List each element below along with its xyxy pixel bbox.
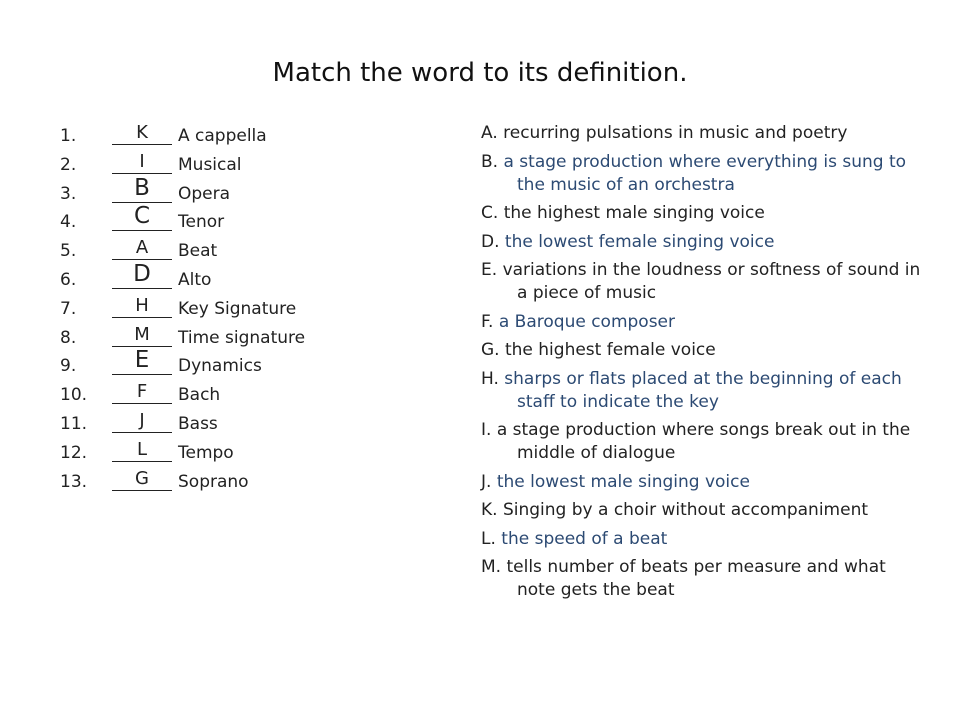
item-number: 7. bbox=[60, 298, 77, 319]
answer-letter: A bbox=[135, 237, 149, 259]
match-word: Alto bbox=[178, 269, 212, 290]
match-row bbox=[60, 295, 460, 324]
item-number: 12. bbox=[60, 442, 88, 463]
match-row bbox=[60, 347, 460, 381]
definition-text: variations in the loudness or softness of sound in a piece of music bbox=[502, 260, 921, 303]
definition-letter: F. bbox=[481, 311, 494, 332]
definition-text: the lowest female singing voice bbox=[504, 231, 775, 252]
item-number: 13. bbox=[60, 471, 88, 492]
definition-item bbox=[481, 499, 921, 522]
definition-text: Singing by a choir without accompaniment bbox=[502, 500, 869, 520]
item-number: 10. bbox=[60, 385, 88, 406]
match-row bbox=[60, 381, 460, 410]
definition-text: the lowest male singing voice bbox=[496, 471, 750, 492]
definition-letter: J. bbox=[481, 471, 492, 492]
match-word: Key Signature bbox=[178, 298, 297, 319]
item-number: 5. bbox=[60, 241, 77, 262]
item-number: 3. bbox=[60, 183, 77, 204]
definition-text: a stage production where everything is sung to the music of an orchestra bbox=[503, 151, 907, 195]
answer-letter: J bbox=[139, 409, 145, 431]
definition-letter: H. bbox=[481, 368, 499, 389]
item-number: 6. bbox=[60, 269, 77, 290]
definition-letter: C. bbox=[481, 203, 499, 223]
answer-letter: M bbox=[134, 323, 150, 345]
definition-text: the speed of a beat bbox=[501, 528, 668, 549]
match-word: Dynamics bbox=[178, 356, 262, 377]
definition-text: recurring pulsations in music and poetry bbox=[503, 123, 848, 143]
answer-letter: I bbox=[139, 150, 145, 172]
definition-item bbox=[481, 339, 921, 362]
match-row bbox=[60, 203, 460, 237]
match-word: Tempo bbox=[178, 442, 234, 463]
match-word: Beat bbox=[178, 241, 218, 262]
match-word: A cappella bbox=[178, 126, 267, 146]
definition-text: the highest male singing voice bbox=[503, 203, 765, 223]
match-word: Soprano bbox=[178, 471, 249, 492]
definition-item bbox=[481, 368, 921, 414]
definition-letter: I. bbox=[481, 420, 492, 440]
answer-letter: G bbox=[135, 467, 149, 489]
match-word: Tenor bbox=[178, 212, 225, 233]
match-row bbox=[60, 468, 460, 497]
match-row bbox=[60, 410, 460, 439]
match-word: Musical bbox=[178, 154, 242, 175]
definition-item bbox=[481, 556, 921, 602]
match-row bbox=[60, 122, 460, 151]
definition-letter: K. bbox=[481, 500, 498, 520]
page-title: Match the word to its definition. bbox=[272, 58, 688, 88]
answer-letter: F bbox=[136, 381, 148, 403]
definition-text: a stage production where songs break out in the middle of dialogue bbox=[496, 420, 911, 463]
item-number: 2. bbox=[60, 154, 77, 175]
definition-text: the highest female voice bbox=[504, 340, 716, 360]
definition-item bbox=[481, 231, 921, 254]
definition-letter: D. bbox=[481, 231, 500, 252]
definition-item bbox=[481, 151, 921, 197]
definition-text: a Baroque composer bbox=[498, 311, 676, 332]
match-row bbox=[60, 439, 460, 468]
definition-text: tells number of beats per measure and what note gets the beat bbox=[506, 557, 886, 600]
definition-text: sharps or flats placed at the beginning of each staff to indicate the key bbox=[504, 368, 902, 412]
answer-letter: H bbox=[135, 294, 149, 316]
matching-list bbox=[60, 122, 460, 496]
match-word: Bass bbox=[178, 413, 218, 434]
match-word: Opera bbox=[178, 183, 231, 204]
item-number: 9. bbox=[60, 356, 77, 377]
definition-letter: A. bbox=[481, 123, 498, 143]
item-number: 4. bbox=[60, 212, 77, 233]
item-number: 8. bbox=[60, 327, 77, 348]
definitions-list bbox=[481, 122, 921, 608]
match-word: Bach bbox=[178, 385, 221, 406]
definition-item bbox=[481, 419, 921, 465]
definition-letter: B. bbox=[481, 151, 499, 172]
definition-item bbox=[481, 311, 921, 334]
definition-item bbox=[481, 259, 921, 305]
definition-item bbox=[481, 471, 921, 494]
answer-letter: K bbox=[136, 122, 148, 143]
definition-letter: L. bbox=[481, 528, 496, 549]
answer-letter: D bbox=[133, 260, 151, 287]
match-row bbox=[60, 260, 460, 295]
answer-letter: C bbox=[133, 203, 151, 230]
definition-letter: G. bbox=[481, 340, 500, 360]
definition-letter: E. bbox=[481, 260, 498, 280]
definition-letter: M. bbox=[481, 557, 502, 577]
answer-letter: L bbox=[136, 438, 148, 460]
definition-item bbox=[481, 202, 921, 225]
definition-item bbox=[481, 528, 921, 551]
item-number: 11. bbox=[60, 413, 88, 434]
answer-letter: B bbox=[134, 174, 150, 201]
item-number: 1. bbox=[60, 126, 77, 146]
definition-item bbox=[481, 122, 921, 145]
match-word: Time signature bbox=[178, 327, 306, 348]
answer-letter: E bbox=[134, 347, 150, 374]
